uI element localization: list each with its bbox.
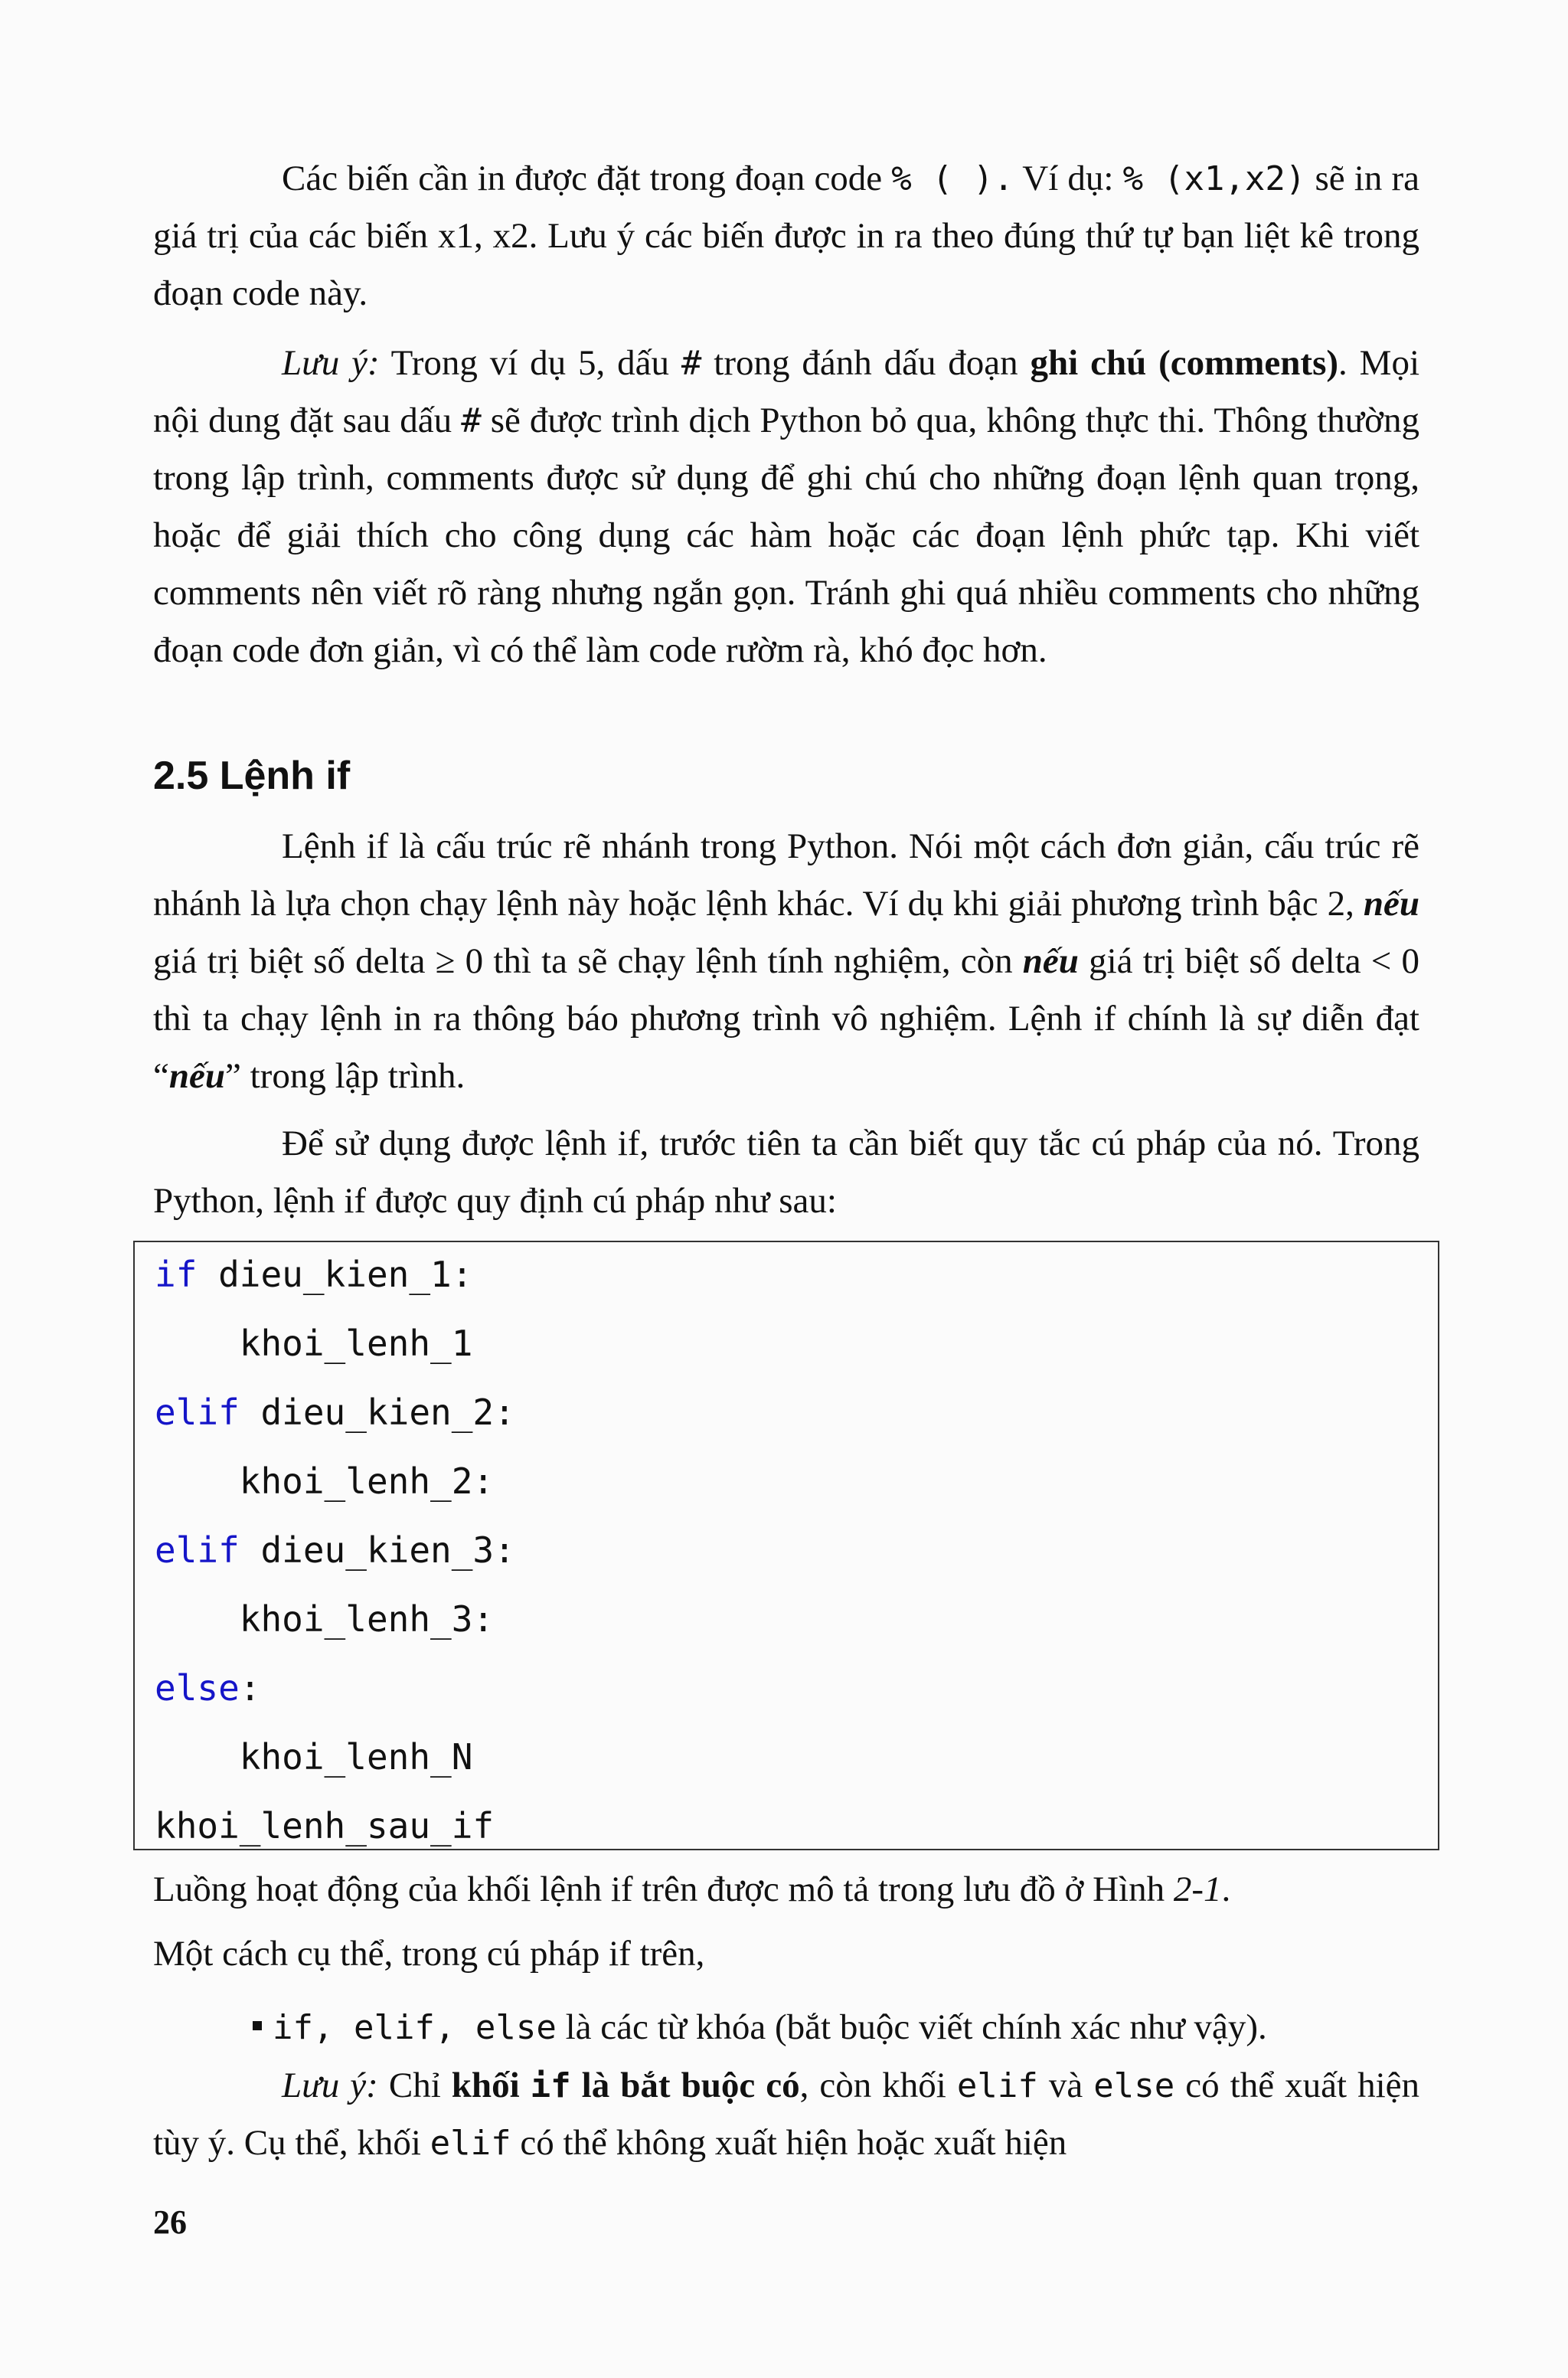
- code-line: khoi_lenh_3:: [155, 1598, 495, 1640]
- figure-ref: 2-1: [1173, 1869, 1222, 1909]
- list-item: [253, 1999, 1267, 2056]
- text: Luồng hoạt động của khối lệnh if trên được mô tả trong lưu đồ ở Hình: [153, 1869, 1174, 1909]
- code-text: dieu_kien_2:: [239, 1392, 515, 1433]
- paragraph-specifics: Một cách cụ thể, trong cú pháp if trên,: [153, 1934, 705, 1974]
- inline-code: % (x1,x2): [1122, 159, 1306, 198]
- note-label: Lưu ý:: [282, 2066, 378, 2105]
- keyword: elif: [155, 1529, 240, 1571]
- inline-code: else: [1093, 2066, 1175, 2105]
- code-line: [155, 1251, 472, 1297]
- bold-term: khối: [451, 2066, 531, 2105]
- code-text: dieu_kien_1:: [197, 1254, 473, 1295]
- text: trong đánh dấu đoạn: [701, 343, 1031, 383]
- text: là các từ khóa (bắt buộc viết chính xác như vậy).: [556, 2007, 1267, 2047]
- text: , còn khối: [799, 2066, 957, 2105]
- text: giá trị biệt số delta ≥ 0 thì ta sẽ chạy lệnh tính nghiệm, còn: [153, 941, 1023, 981]
- paragraph-syntax-intro: Để sử dụng được lệnh if, trước tiên ta cần biết quy tắc cú pháp của nó. Trong Python, lệnh if được quy định cú pháp như sau:: [153, 1124, 1419, 1221]
- text: có thể xuất hiện tùy ý. Cụ thể, khối: [153, 2066, 1419, 2163]
- paragraph-flowchart-ref: [153, 1861, 1419, 1918]
- emphasis: nếu: [1363, 884, 1419, 924]
- text: . Mọi nội dung đặt sau dấu: [153, 343, 1419, 440]
- emphasis: nếu: [1022, 941, 1079, 981]
- text: và: [1037, 2066, 1094, 2105]
- inline-code: % ( ).: [891, 159, 1014, 198]
- bold-term: là bắt buộc có: [570, 2066, 800, 2105]
- keyword: elif: [155, 1392, 240, 1433]
- text: ” trong lập trình.: [225, 1056, 466, 1096]
- code-line: [155, 1527, 515, 1573]
- code-line: [155, 1389, 515, 1435]
- note-label: Lưu ý:: [282, 343, 380, 383]
- paragraph-comments-note: [153, 335, 1419, 679]
- code-line: khoi_lenh_N: [155, 1736, 473, 1778]
- code-text: dieu_kien_3:: [239, 1529, 515, 1571]
- paragraph-if-intro: [153, 818, 1419, 1105]
- text: Chỉ: [377, 2066, 452, 2105]
- emphasis: nếu: [168, 1056, 226, 1096]
- inline-code: if: [530, 2066, 571, 2105]
- inline-code: if, elif, else: [273, 2008, 557, 2047]
- text: sẽ in ra giá trị của các biến x1, x2. Lưu ý các biến được in ra theo đúng thứ tự bạn liệt kê trong đoạn code này.: [153, 159, 1419, 313]
- code-line: khoi_lenh_sau_if: [155, 1805, 495, 1846]
- paragraph-print-variables: [153, 150, 1419, 322]
- keyword: if: [155, 1254, 198, 1295]
- code-block: [133, 1241, 1439, 1850]
- text: Ví dụ:: [1014, 159, 1123, 198]
- page-number: 26: [153, 2203, 187, 2241]
- bold-term: ghi chú (comments): [1030, 343, 1339, 383]
- section-heading: 2.5 Lệnh if: [153, 754, 351, 798]
- code-line: khoi_lenh_1: [155, 1323, 473, 1364]
- inline-code: elif: [956, 2066, 1038, 2105]
- inline-code: #: [461, 401, 482, 440]
- text: sẽ được trình dịch Python bỏ qua, không thực thi. Thông thường trong lập trình, comments được sử dụng để ghi chú cho những đoạn lệnh quan trọng, hoặc để giải thích cho công dụng các hàm hoặc các đoạn lệnh phức tạp. Khi viết comments nên viết rõ ràng nhưng ngắn gọn. Tránh ghi quá nhiều comments cho những đoạn code đơn giản, vì có thể làm code rườm rà, khó đọc hơn.: [153, 401, 1419, 670]
- code-line: [155, 1665, 260, 1711]
- keyword: else: [155, 1667, 240, 1709]
- bullet-icon: [253, 2021, 262, 2030]
- inline-code: #: [681, 344, 702, 383]
- text: giá trị biệt số delta < 0 thì ta chạy lệnh in ra thông báo phương trình vô nghiệm. Lệnh if chính là sự diễn đạt “: [153, 941, 1419, 1096]
- text: Lệnh if là cấu trúc rẽ nhánh trong Python. Nói một cách đơn giản, cấu trúc rẽ nhánh là lựa chọn chạy lệnh này hoặc lệnh khác. Ví dụ khi giải phương trình bậc 2,: [153, 826, 1419, 924]
- inline-code: elif: [430, 2124, 511, 2163]
- text: Trong ví dụ 5, dấu: [379, 343, 681, 383]
- text: có thể không xuất hiện hoặc xuất hiện: [511, 2123, 1067, 2163]
- text: Các biến cần in được đặt trong đoạn code: [282, 159, 892, 198]
- code-line: khoi_lenh_2:: [155, 1460, 495, 1502]
- code-text: :: [239, 1667, 261, 1709]
- paragraph-if-required-note: [153, 2057, 1419, 2172]
- text: .: [1221, 1869, 1231, 1909]
